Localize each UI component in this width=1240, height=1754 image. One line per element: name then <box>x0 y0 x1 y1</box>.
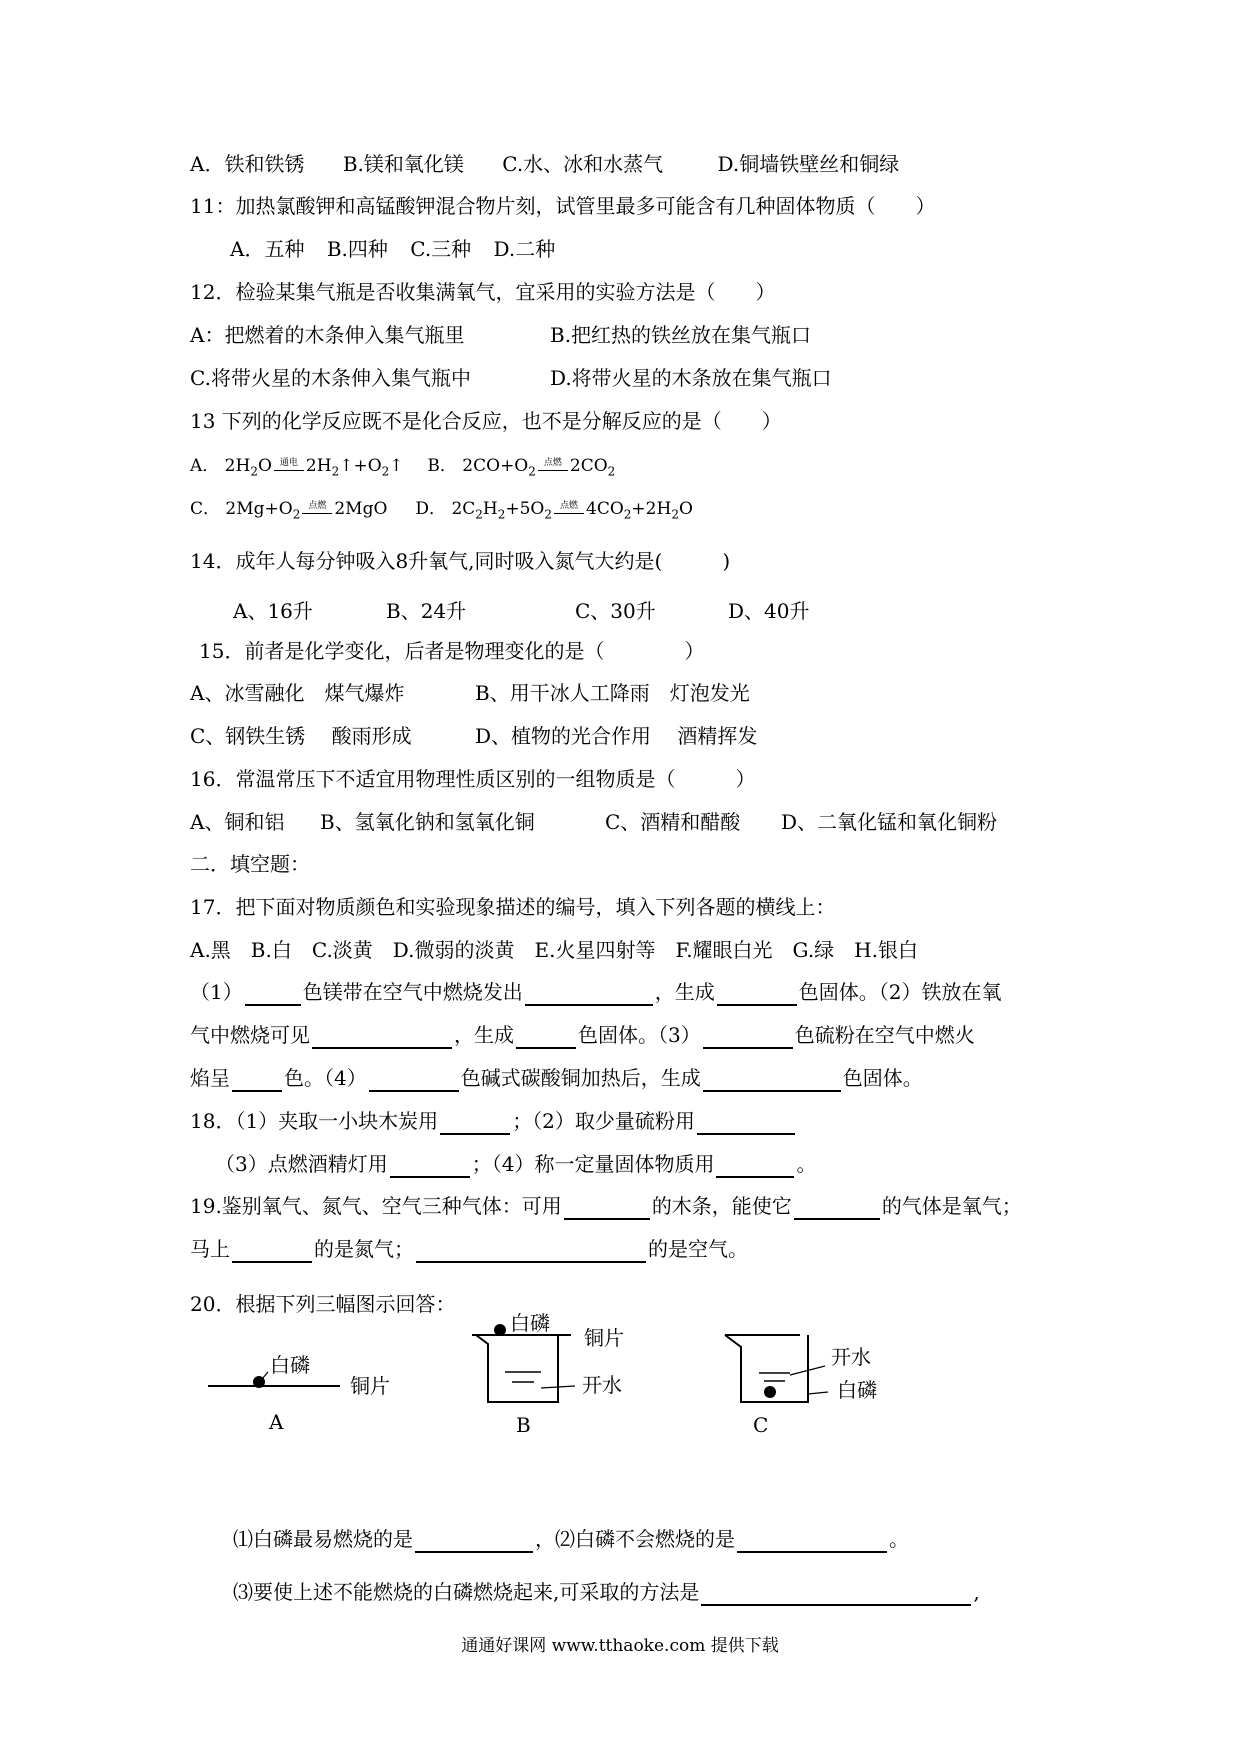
q19-line1: 19.鉴别氧气、氮气、空气三种气体：可用 的木条，能使它 的气体是氧气； <box>190 1194 1022 1218</box>
q20-stem: 20．根据下列三幅图示回答： <box>190 1292 456 1316</box>
q17-line3: 焰呈 色。（4） 色碱式碳酸铜加热后，生成 色固体。 <box>190 1066 923 1090</box>
label-copper: 铜片 <box>350 1374 390 1398</box>
label-water: 开水 <box>582 1373 622 1397</box>
q11-option-b: B.四种 <box>326 237 388 261</box>
answer-blank[interactable] <box>701 1582 971 1606</box>
q15-stem: 15．前者是化学变化，后者是物理变化的是（ ） <box>199 639 705 663</box>
q17-line2: 气中燃烧可见 ，生成 色固体。（3） 色硫粉在空气中燃火 <box>190 1023 975 1047</box>
q18-line2: （3）点燃酒精灯用 ；（4）称一定量固体物质用 。 <box>215 1152 817 1176</box>
condition-electrolysis: 通电 <box>272 458 306 468</box>
label-phosphorus: 白磷 <box>837 1378 877 1402</box>
q16-option-c: C、酒精和醋酸 <box>605 810 741 834</box>
footer: 通通好课网 www.tthaoke.com 提供下载 <box>461 1636 779 1656</box>
white-phosphorus-dot <box>764 1386 776 1398</box>
q16-stem: 16．常温常压下不适宜用物理性质区别的一组物质是（ ） <box>190 767 756 791</box>
condition-ignite: 点燃 <box>536 458 570 468</box>
q12-option-c: C.将带火星的木条伸入集气瓶中 <box>190 366 471 390</box>
q13-option-d: D． $2C_2H_2+5O_2$点燃 $4CO_2+2H_2O$ <box>415 499 693 522</box>
q11-option-c: C.三种 <box>410 237 472 261</box>
q16-option-a: A、铜和铝 <box>190 810 285 834</box>
q17-stem: 17．把下面对物质颜色和实验现象描述的编号，填入下列各题的横线上： <box>190 895 836 919</box>
q14-option-b: B、24升 <box>386 599 467 623</box>
q11-option-a: A．五种 <box>230 237 305 261</box>
q13-option-a: A． $2H_2O$ 通电 $2H_2↑+O_2↑$ <box>190 456 404 479</box>
q14-option-a: A、16升 <box>233 599 313 623</box>
q20-subq-1-2: ⑴白磷最易燃烧的是 ，⑵白磷不会燃烧的是 。 <box>233 1527 909 1551</box>
q15-option-b: B、用干冰人工降雨 灯泡发光 <box>475 681 750 705</box>
q12-option-d: D.将带火星的木条放在集气瓶口 <box>550 366 832 390</box>
label-phosphorus: 白磷 <box>510 1311 550 1335</box>
q19-line2: 马上 的是氮气； 的是空气。 <box>190 1237 748 1261</box>
section-heading: 二．填空题： <box>190 852 310 876</box>
q16-option-b: B、氢氧化钠和氢氧化铜 <box>320 810 535 834</box>
q15-option-d: D、植物的光合作用 酒精挥发 <box>475 724 758 748</box>
q10-option-b: B.镁和氧化镁 <box>342 152 464 176</box>
label-phosphorus: 白磷 <box>270 1353 310 1377</box>
beaker <box>476 1335 558 1402</box>
q13-option-c: C． $2Mg+O_2$点燃 2MgO <box>190 499 388 522</box>
answer-blank[interactable] <box>415 1529 533 1553</box>
q11-stem: 11：加热氯酸钾和高锰酸钾混合物片刻，试管里最多可能含有几种固体物质（ ） <box>190 194 936 218</box>
q15-option-a: A、冰雪融化 煤气爆炸 <box>190 681 405 705</box>
q13-option-b: B． $2CO+O_2$点燃 $2CO_2$ <box>427 456 616 479</box>
label-copper: 铜片 <box>584 1326 624 1350</box>
q14-stem: 14．成年人每分钟吸入8升氧气,同时吸入氮气大约是( ) <box>190 549 731 573</box>
white-phosphorus-dot <box>494 1324 506 1336</box>
figure-label: A <box>269 1410 284 1434</box>
q12-stem: 12．检验某集气瓶是否收集满氧气，宜采用的实验方法是（ ） <box>190 280 776 304</box>
figure-a <box>208 1353 390 1434</box>
q20-subq-3: ⑶要使上述不能燃烧的白磷燃烧起来,可采取的方法是 , <box>233 1580 980 1604</box>
label-water: 开水 <box>831 1345 871 1369</box>
q10-option-a: A．铁和铁锈 <box>190 152 305 176</box>
q10-option-c: C.水、冰和水蒸气 <box>502 152 664 176</box>
condition-ignite: 点燃 <box>300 501 334 511</box>
answer-blank[interactable] <box>737 1529 887 1553</box>
q17-line1: （1） 色镁带在空气中燃烧发出 ，生成 色固体。（2）铁放在氧 <box>190 980 1002 1004</box>
q14-option-d: D、40升 <box>728 599 810 623</box>
q11-option-d: D.二种 <box>493 237 556 261</box>
q16-option-d: D、二氧化锰和氧化铜粉 <box>781 810 998 834</box>
figure-label: B <box>516 1413 531 1437</box>
q17-options: A.黑 B.白 C.淡黄 D.微弱的淡黄 E.火星四射等 F.耀眼白光 G.绿 H.银白 <box>190 938 918 962</box>
condition-ignite: 点燃 <box>552 501 586 511</box>
q13-stem: 13 下列的化学反应既不是化合反应，也不是分解反应的是（ ） <box>190 409 782 433</box>
figure-c <box>725 1335 877 1437</box>
q12-option-a: A：把燃着的木条伸入集气瓶里 <box>190 323 465 347</box>
q18-line1: 18．（1）夹取一小块木炭用 ；（2）取少量硫粉用 <box>190 1107 797 1135</box>
q10-option-d: D.铜墙铁壁丝和铜绿 <box>717 152 900 176</box>
q12-option-b: B.把红热的铁丝放在集气瓶口 <box>550 323 812 347</box>
q14-option-c: C、30升 <box>575 599 656 623</box>
figure-b <box>472 1311 624 1437</box>
figure-label: C <box>753 1413 769 1437</box>
q15-option-c: C、钢铁生锈 酸雨形成 <box>190 724 412 748</box>
